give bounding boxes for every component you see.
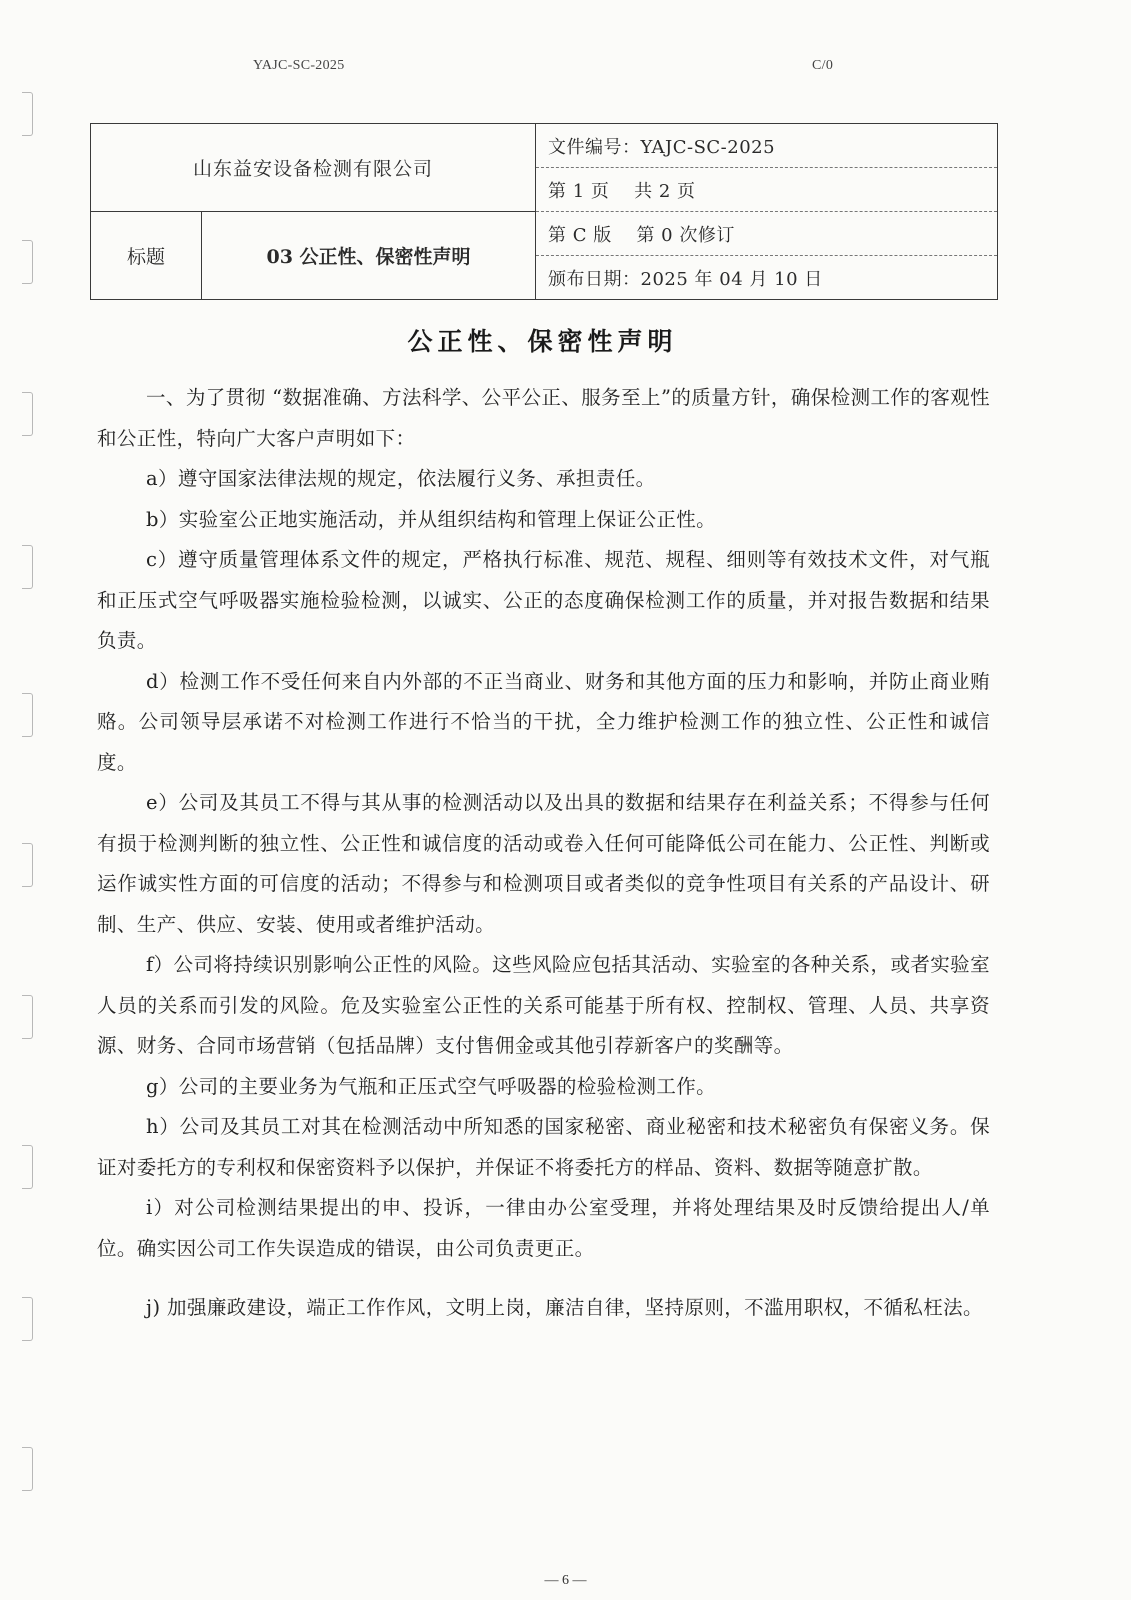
binding-mark (22, 843, 33, 887)
file-number: 文件编号：YAJC-SC-2025 (536, 124, 998, 168)
title-value: 03 公正性、保密性声明 (202, 212, 536, 300)
document-title: 公正性、保密性声明 (407, 327, 678, 356)
binding-mark (22, 545, 33, 589)
binding-mark (22, 1145, 33, 1189)
clause-j: j) 加强廉政建设，端正工作作风，文明上岗，廉洁自律，坚持原则，不滥用职权，不循私枉法。 (146, 1296, 983, 1319)
page-info: 第 1 页 共 2 页 (536, 168, 998, 212)
document-header-table (90, 123, 998, 300)
clause-c: c）遵守质量管理体系文件的规定，严格执行标准、规范、规程、细则等有效技术文件，对气瓶和正压式空气呼吸器实施检验检测，以诚实、公正的态度确保检测工作的质量，并对报告数据和结果负责。 (97, 548, 990, 652)
clause-i: i）对公司检测结果提出的申、投诉，一律由办公室受理，并将处理结果及时反馈给提出人/单位。确实因公司工作失误造成的错误，由公司负责更正。 (97, 1196, 990, 1260)
clause-h: h）公司及其员工对其在检测活动中所知悉的国家秘密、商业秘密和技术秘密负有保密义务。保证对委托方的专利权和保密资料予以保护，并保证不将委托方的样品、资料、数据等随意扩散。 (97, 1115, 990, 1179)
binding-mark (22, 92, 33, 136)
clause-a: a）遵守国家法律法规的规定，依法履行义务、承担责任。 (146, 467, 656, 490)
title-label: 标题 (91, 212, 202, 300)
intro-paragraph: 一、为了贯彻 “数据准确、方法科学、公平公正、服务至上”的质量方针，确保检测工作的客观性和公正性，特向广大客户声明如下： (97, 386, 990, 450)
binding-mark (22, 1447, 33, 1491)
clause-f: f）公司将持续识别影响公正性的风险。这些风险应包括其活动、实验室的各种关系，或者实验室人员的关系而引发的风险。危及实验室公正性的关系可能基于所有权、控制权、管理、人员、共享资源、财务、合同市场营销（包括品牌）支付售佣金或其他引荐新客户的奖酬等。 (97, 953, 990, 1057)
clause-e: e）公司及其员工不得与其从事的检测活动以及出具的数据和结果存在利益关系；不得参与任何有损于检测判断的独立性、公正性和诚信度的活动或卷入任何可能降低公司在能力、公正性、判断或运作诚实性方面的可信度的活动；不得参与和检测项目或者类似的竞争性项目有关系的产品设计、研制、生产、供应、安装、使用或者维护活动。 (97, 791, 990, 936)
clause-g: g）公司的主要业务为气瓶和正压式空气呼吸器的检验检测工作。 (146, 1074, 717, 1098)
company-name: 山东益安设备检测有限公司 (91, 124, 536, 212)
page-number: — 6 — (544, 1573, 587, 1588)
binding-mark (22, 392, 33, 436)
running-header-revision: C/0 (812, 58, 834, 73)
binding-mark (22, 240, 33, 284)
binding-mark (22, 995, 33, 1039)
binding-mark (22, 693, 33, 737)
issue-date: 颁布日期：2025 年 04 月 10 日 (536, 256, 998, 300)
edition-info: 第 C 版 第 0 次修订 (536, 212, 998, 256)
running-header-doc-code: YAJC-SC-2025 (253, 58, 345, 73)
binding-mark (22, 1297, 33, 1341)
clause-b: b）实验室公正地实施活动，并从组织结构和管理上保证公正性。 (146, 507, 717, 531)
statement-body (97, 378, 990, 1338)
clause-d: d）检测工作不受任何来自内外部的不正当商业、财务和其他方面的压力和影响，并防止商业贿赂。公司领导层承诺不对检测工作进行不恰当的干扰，全力维护检测工作的独立性、公正性和诚信度。 (97, 669, 990, 774)
